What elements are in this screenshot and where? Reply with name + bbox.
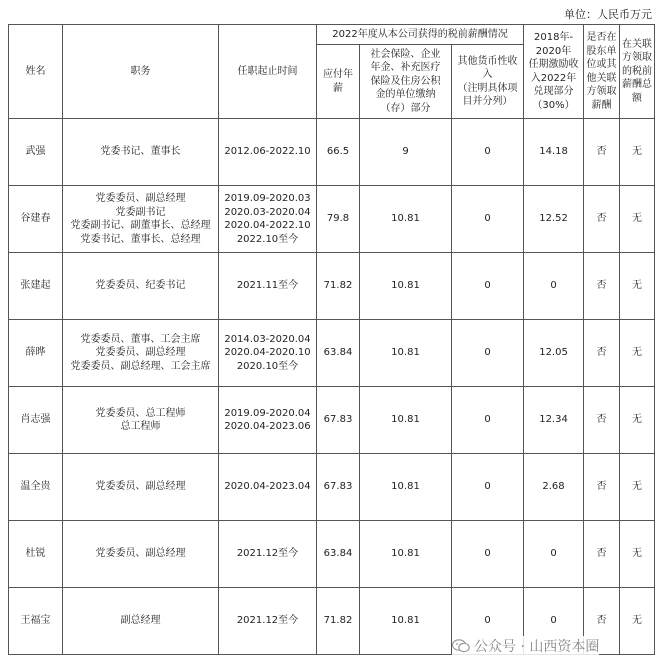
cell-position: 党委委员、副总经理 党委副书记 党委副书记、副董事长、总经理 党委书记、董事长、总经理 <box>63 186 219 253</box>
table-row <box>9 521 655 588</box>
cell-shareholder: 否 <box>584 320 620 387</box>
cell-other: 0 <box>452 186 524 253</box>
cell-salary: 71.82 <box>317 253 360 320</box>
cell-salary: 67.83 <box>317 387 360 454</box>
cell-tenure: 2019.09-2020.03 2020.03-2020.04 2020.04-2022.10 2022.10至今 <box>219 186 317 253</box>
cell-name: 武强 <box>9 119 63 186</box>
cell-related: 无 <box>620 119 655 186</box>
cell-other: 0 <box>452 521 524 588</box>
cell-name: 温全贵 <box>9 454 63 521</box>
cell-name: 薛晔 <box>9 320 63 387</box>
table-row <box>9 186 655 253</box>
header-shareholder: 是否在 股东单 位或其 他关联 方领取 薪酬 <box>584 25 620 119</box>
cell-incentive: 12.52 <box>524 186 584 253</box>
cell-position: 党委委员、董事、工会主席 党委委员、副总经理 党委委员、副总经理、工会主席 <box>63 320 219 387</box>
cell-social: 10.81 <box>360 320 452 387</box>
cell-name: 谷建春 <box>9 186 63 253</box>
salary-table <box>8 24 655 655</box>
cell-related: 无 <box>620 186 655 253</box>
table-row <box>9 253 655 320</box>
cell-other: 0 <box>452 454 524 521</box>
cell-related: 无 <box>620 588 655 655</box>
header-tenure: 任职起止时间 <box>219 25 317 119</box>
header-name: 姓名 <box>9 25 63 119</box>
cell-name: 肖志强 <box>9 387 63 454</box>
cell-incentive: 14.18 <box>524 119 584 186</box>
cell-incentive: 2.68 <box>524 454 584 521</box>
cell-social: 10.81 <box>360 521 452 588</box>
header-group-2022: 2022年度从本公司获得的税前薪酬情况 <box>317 25 524 45</box>
header-social-insurance: 社会保险、企业 年金、补充医疗 保险及住房公积 金的单位缴纳 （存）部分 <box>360 45 452 119</box>
cell-shareholder: 否 <box>584 521 620 588</box>
cell-shareholder: 否 <box>584 186 620 253</box>
cell-tenure: 2021.12至今 <box>219 588 317 655</box>
cell-name: 张建起 <box>9 253 63 320</box>
cell-salary: 71.82 <box>317 588 360 655</box>
header-other-income: 其他货币性收 入 （注明具体项 目并分列） <box>452 45 524 119</box>
cell-other: 0 <box>452 588 524 655</box>
table-row <box>9 320 655 387</box>
cell-incentive: 0 <box>524 588 584 655</box>
cell-incentive: 12.05 <box>524 320 584 387</box>
cell-tenure: 2021.12至今 <box>219 521 317 588</box>
table-row <box>9 454 655 521</box>
cell-social: 9 <box>360 119 452 186</box>
cell-other: 0 <box>452 387 524 454</box>
cell-related: 无 <box>620 320 655 387</box>
cell-social: 10.81 <box>360 253 452 320</box>
header-annual-salary: 应付年薪 <box>317 45 360 119</box>
cell-tenure: 2020.04-2023.04 <box>219 454 317 521</box>
cell-name: 杜锐 <box>9 521 63 588</box>
watermark <box>452 636 599 656</box>
cell-shareholder: 否 <box>584 588 620 655</box>
table-row <box>9 387 655 454</box>
cell-position: 党委委员、副总经理 <box>63 454 219 521</box>
cell-related: 无 <box>620 253 655 320</box>
table-body <box>9 119 655 655</box>
cell-related: 无 <box>620 387 655 454</box>
cell-shareholder: 否 <box>584 253 620 320</box>
wechat-icon <box>452 639 470 653</box>
cell-salary: 63.84 <box>317 521 360 588</box>
cell-incentive: 12.34 <box>524 387 584 454</box>
cell-social: 10.81 <box>360 387 452 454</box>
cell-position: 党委委员、总工程师 总工程师 <box>63 387 219 454</box>
cell-salary: 66.5 <box>317 119 360 186</box>
cell-shareholder: 否 <box>584 454 620 521</box>
cell-other: 0 <box>452 320 524 387</box>
cell-salary: 63.84 <box>317 320 360 387</box>
table-row <box>9 119 655 186</box>
cell-shareholder: 否 <box>584 387 620 454</box>
cell-tenure: 2021.11至今 <box>219 253 317 320</box>
cell-tenure: 2012.06-2022.10 <box>219 119 317 186</box>
cell-related: 无 <box>620 521 655 588</box>
cell-tenure: 2019.09-2020.04 2020.04-2023.06 <box>219 387 317 454</box>
cell-salary: 67.83 <box>317 454 360 521</box>
header-related-total: 在关联 方领取 的税前 薪酬总 额 <box>620 25 655 119</box>
unit-label: 单位：人民币万元 <box>564 8 652 21</box>
cell-other: 0 <box>452 253 524 320</box>
cell-position: 党委委员、副总经理 <box>63 521 219 588</box>
cell-tenure: 2014.03-2020.04 2020.04-2020.10 2020.10至今 <box>219 320 317 387</box>
cell-position: 党委书记、董事长 <box>63 119 219 186</box>
cell-salary: 79.8 <box>317 186 360 253</box>
cell-social: 10.81 <box>360 186 452 253</box>
cell-position: 党委委员、纪委书记 <box>63 253 219 320</box>
cell-incentive: 0 <box>524 253 584 320</box>
cell-shareholder: 否 <box>584 119 620 186</box>
cell-social: 10.81 <box>360 588 452 655</box>
cell-social: 10.81 <box>360 454 452 521</box>
header-position: 职务 <box>63 25 219 119</box>
header-incentive: 2018年- 2020年 任期激励收 入2022年 兑现部分 （30%） <box>524 25 584 119</box>
watermark-text: 公众号 · 山西资本圈 <box>474 639 600 655</box>
cell-incentive: 0 <box>524 521 584 588</box>
cell-name: 王福宝 <box>9 588 63 655</box>
cell-related: 无 <box>620 454 655 521</box>
cell-other: 0 <box>452 119 524 186</box>
cell-position: 副总经理 <box>63 588 219 655</box>
